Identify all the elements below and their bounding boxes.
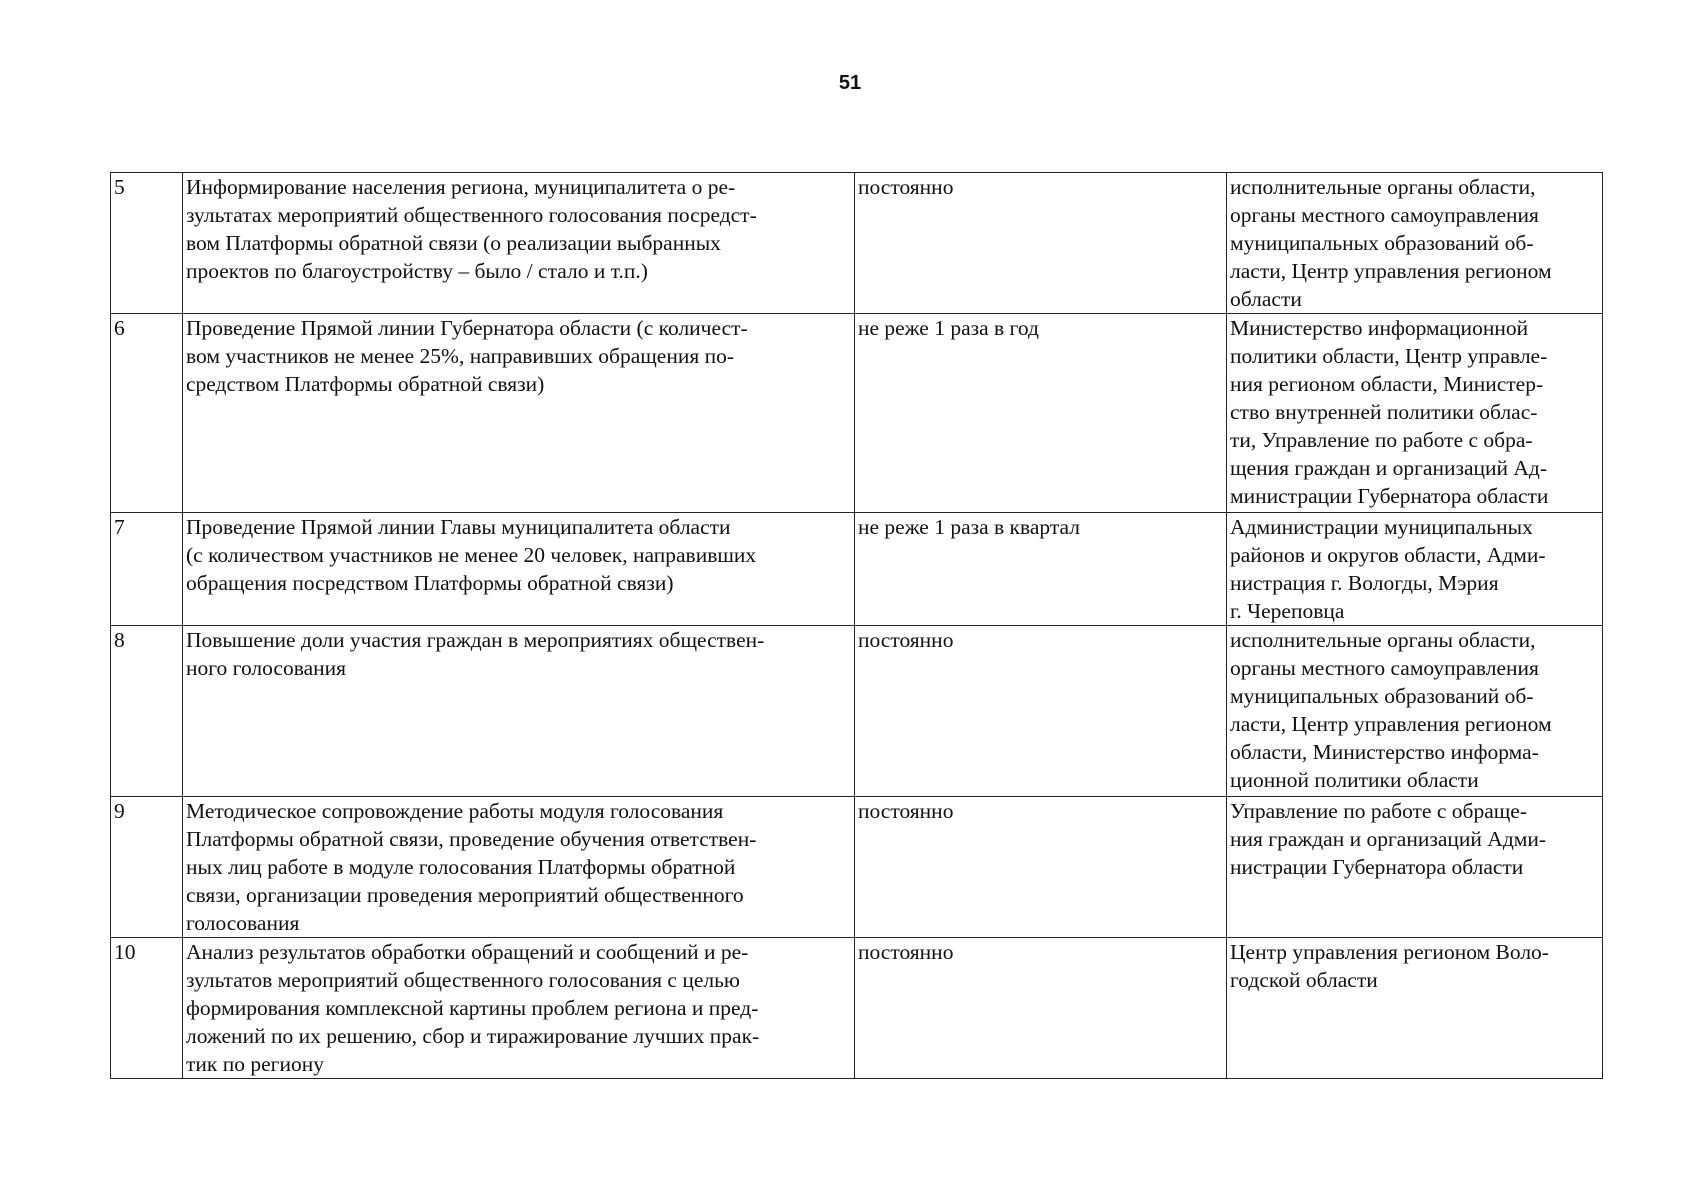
table-row: [111, 938, 1603, 1079]
activity-cell: Повышение доли участия граждан в мероприятиях обществен- ного голосования: [183, 626, 855, 797]
activity-cell: Анализ результатов обработки обращений и сообщений и ре- зультатов мероприятий общественного голосования с целью формирования комплексной картины проблем региона и пред- ложений по их решению, сбор и тиражирование лучших прак- тик по региону: [183, 938, 855, 1079]
table-row: [111, 314, 1603, 513]
row-number: 7: [111, 513, 183, 626]
table-row: [111, 797, 1603, 938]
activity-cell: Проведение Прямой линии Главы муниципалитета области (с количеством участников не менее 20 человек, направивших обращения посредством Платформы обратной связи): [183, 513, 855, 626]
activities-table: [110, 172, 1603, 1079]
row-number: 10: [111, 938, 183, 1079]
responsible-cell: Администрации муниципальных районов и округов области, Адми- нистрация г. Вологды, Мэрия г. Череповца: [1227, 513, 1603, 626]
row-number: 8: [111, 626, 183, 797]
row-number: 9: [111, 797, 183, 938]
row-number: 6: [111, 314, 183, 513]
responsible-cell: Управление по работе с обраще- ния граждан и организаций Адми- нистрации Губернатора области: [1227, 797, 1603, 938]
table-row: [111, 513, 1603, 626]
term-cell: не реже 1 раза в год: [855, 314, 1227, 513]
term-cell: постоянно: [855, 938, 1227, 1079]
responsible-cell: исполнительные органы области, органы местного самоуправления муниципальных образований об- ласти, Центр управления регионом области, Министерство информа- ционной политики области: [1227, 626, 1603, 797]
activity-cell: Информирование населения региона, муниципалитета о ре- зультатах мероприятий общественного голосования посредст- вом Платформы обратной связи (о реализации выбранных проектов по благоустройству – было / стало и т.п.): [183, 173, 855, 314]
activity-cell: Методическое сопровождение работы модуля голосования Платформы обратной связи, проведение обучения ответствен- ных лиц работе в модуле голосования Платформы обратной связи, организации проведения мероприятий общественного голосования: [183, 797, 855, 938]
responsible-cell: Министерство информационной политики области, Центр управле- ния регионом области, Министер- ство внутренней политики облас- ти, Управление по работе с обра- щения граждан и организаций Ад- министрации Губернатора области: [1227, 314, 1603, 513]
page-number: 51: [838, 72, 862, 94]
term-cell: постоянно: [855, 626, 1227, 797]
term-cell: не реже 1 раза в квартал: [855, 513, 1227, 626]
responsible-cell: исполнительные органы области, органы местного самоуправления муниципальных образований об- ласти, Центр управления регионом области: [1227, 173, 1603, 314]
term-cell: постоянно: [855, 173, 1227, 314]
table-row: [111, 173, 1603, 314]
table-row: [111, 626, 1603, 797]
row-number: 5: [111, 173, 183, 314]
activity-cell: Проведение Прямой линии Губернатора области (с количест- вом участников не менее 25%, направивших обращения по- средством Платформы обратной связи): [183, 314, 855, 513]
term-cell: постоянно: [855, 797, 1227, 938]
responsible-cell: Центр управления регионом Воло- годской области: [1227, 938, 1603, 1079]
